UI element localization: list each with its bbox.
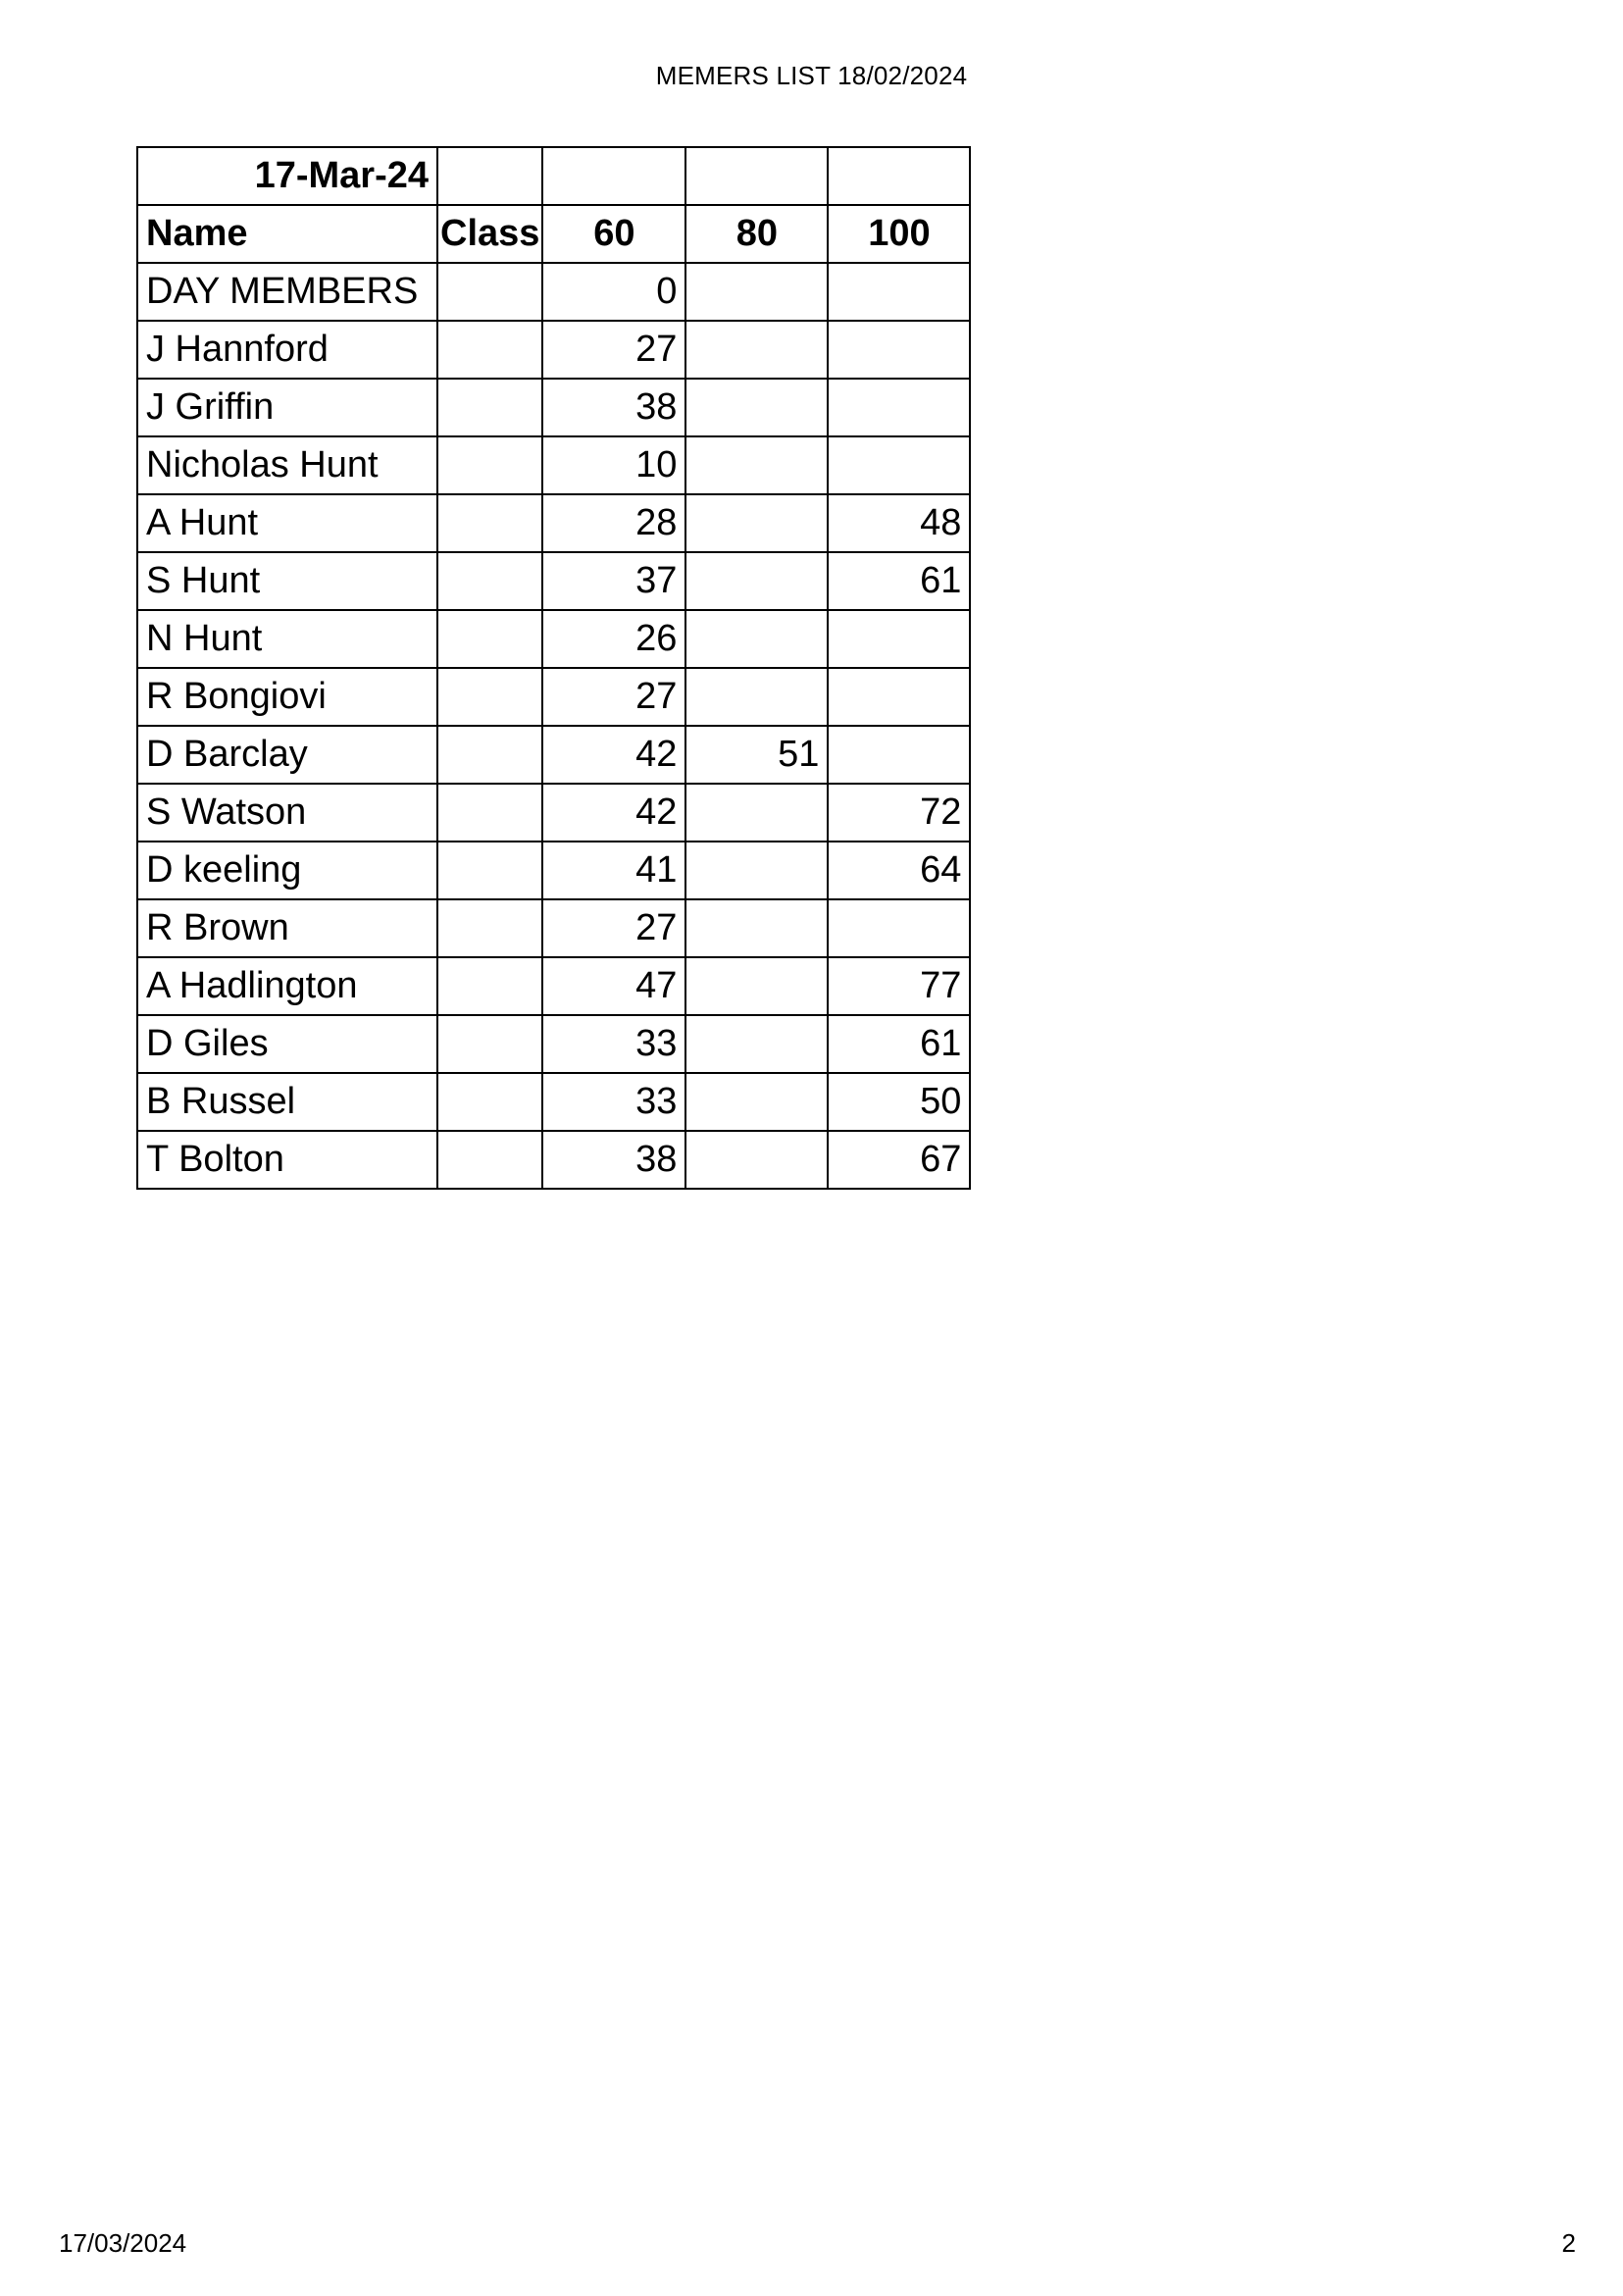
member-class xyxy=(437,784,542,842)
score-100: 50 xyxy=(828,1073,970,1131)
column-header-name: Name xyxy=(137,205,437,263)
score-80 xyxy=(685,263,828,321)
member-class xyxy=(437,552,542,610)
table-row xyxy=(137,899,970,957)
score-80 xyxy=(685,552,828,610)
score-80 xyxy=(685,610,828,668)
member-class xyxy=(437,957,542,1015)
score-80 xyxy=(685,1015,828,1073)
table-row xyxy=(137,1015,970,1073)
score-80 xyxy=(685,784,828,842)
score-100 xyxy=(828,263,970,321)
member-name: D Giles xyxy=(137,1015,437,1073)
score-100 xyxy=(828,610,970,668)
empty-cell xyxy=(437,147,542,205)
score-60: 38 xyxy=(542,379,685,436)
member-name: J Hannford xyxy=(137,321,437,379)
member-name: D Barclay xyxy=(137,726,437,784)
score-80 xyxy=(685,436,828,494)
table-row xyxy=(137,842,970,899)
member-name: N Hunt xyxy=(137,610,437,668)
score-80 xyxy=(685,899,828,957)
score-80 xyxy=(685,842,828,899)
score-80 xyxy=(685,1073,828,1131)
score-100: 61 xyxy=(828,552,970,610)
score-80 xyxy=(685,379,828,436)
score-60: 37 xyxy=(542,552,685,610)
empty-cell xyxy=(542,147,685,205)
score-100: 67 xyxy=(828,1131,970,1189)
score-80 xyxy=(685,321,828,379)
score-80 xyxy=(685,494,828,552)
table-row xyxy=(137,552,970,610)
score-60: 42 xyxy=(542,784,685,842)
score-60: 27 xyxy=(542,668,685,726)
footer-date: 17/03/2024 xyxy=(59,2228,187,2258)
member-name: T Bolton xyxy=(137,1131,437,1189)
member-name: B Russel xyxy=(137,1073,437,1131)
score-60: 27 xyxy=(542,321,685,379)
member-name: S Watson xyxy=(137,784,437,842)
table-row xyxy=(137,321,970,379)
score-60: 0 xyxy=(542,263,685,321)
member-name: DAY MEMBERS xyxy=(137,263,437,321)
score-80: 51 xyxy=(685,726,828,784)
column-header-60: 60 xyxy=(542,205,685,263)
score-60: 28 xyxy=(542,494,685,552)
score-100 xyxy=(828,321,970,379)
table-row xyxy=(137,668,970,726)
member-class xyxy=(437,494,542,552)
empty-cell xyxy=(685,147,828,205)
score-100: 61 xyxy=(828,1015,970,1073)
table-row xyxy=(137,494,970,552)
page-number: 2 xyxy=(1561,2228,1576,2258)
member-name: Nicholas Hunt xyxy=(137,436,437,494)
score-60: 10 xyxy=(542,436,685,494)
score-80 xyxy=(685,957,828,1015)
member-class xyxy=(437,842,542,899)
member-name: R Brown xyxy=(137,899,437,957)
score-100 xyxy=(828,668,970,726)
table-row xyxy=(137,957,970,1015)
table-row xyxy=(137,1073,970,1131)
date-row xyxy=(137,147,970,205)
score-60: 47 xyxy=(542,957,685,1015)
member-class xyxy=(437,726,542,784)
score-100: 64 xyxy=(828,842,970,899)
members-table xyxy=(136,146,971,1190)
member-class xyxy=(437,321,542,379)
score-100 xyxy=(828,436,970,494)
score-100 xyxy=(828,379,970,436)
empty-cell xyxy=(828,147,970,205)
score-80 xyxy=(685,668,828,726)
member-name: A Hunt xyxy=(137,494,437,552)
member-name: R Bongiovi xyxy=(137,668,437,726)
score-60: 33 xyxy=(542,1073,685,1131)
table-row xyxy=(137,1131,970,1189)
member-class xyxy=(437,668,542,726)
date-label: 17-Mar-24 xyxy=(137,147,437,205)
table-row xyxy=(137,784,970,842)
member-class xyxy=(437,1015,542,1073)
table-row xyxy=(137,263,970,321)
member-class xyxy=(437,263,542,321)
table-row xyxy=(137,379,970,436)
score-100: 77 xyxy=(828,957,970,1015)
score-60: 42 xyxy=(542,726,685,784)
score-60: 26 xyxy=(542,610,685,668)
member-name: A Hadlington xyxy=(137,957,437,1015)
member-class xyxy=(437,899,542,957)
member-name: D keeling xyxy=(137,842,437,899)
score-100 xyxy=(828,726,970,784)
member-class xyxy=(437,436,542,494)
score-60: 27 xyxy=(542,899,685,957)
member-name: S Hunt xyxy=(137,552,437,610)
score-100: 48 xyxy=(828,494,970,552)
member-name: J Griffin xyxy=(137,379,437,436)
score-100: 72 xyxy=(828,784,970,842)
member-class xyxy=(437,379,542,436)
score-60: 41 xyxy=(542,842,685,899)
score-60: 38 xyxy=(542,1131,685,1189)
page-title: MEMERS LIST 18/02/2024 xyxy=(655,61,968,90)
column-header-class: Class xyxy=(437,205,542,263)
table-row xyxy=(137,726,970,784)
header-row xyxy=(137,205,970,263)
column-header-80: 80 xyxy=(685,205,828,263)
member-class xyxy=(437,610,542,668)
column-header-100: 100 xyxy=(828,205,970,263)
score-80 xyxy=(685,1131,828,1189)
table-row xyxy=(137,610,970,668)
member-class xyxy=(437,1073,542,1131)
score-100 xyxy=(828,899,970,957)
member-class xyxy=(437,1131,542,1189)
score-60: 33 xyxy=(542,1015,685,1073)
table-row xyxy=(137,436,970,494)
